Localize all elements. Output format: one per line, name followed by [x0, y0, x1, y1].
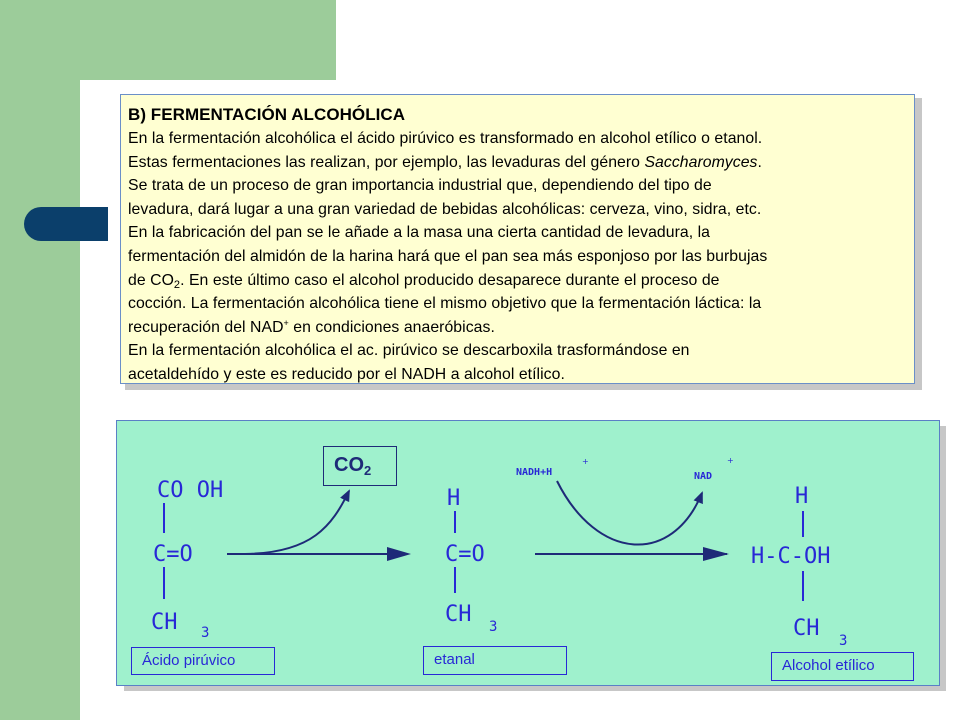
nad-label: NAD [694, 471, 713, 482]
paragraph-line: En la fermentación alcohólica el ácido pirúvico es transformado en alcohol etílico o etanol. [128, 130, 763, 147]
nadh-oxidation-arrow [557, 481, 702, 545]
ethanal-methyl-sub: 3 [489, 619, 498, 635]
reaction-diagram [116, 420, 940, 686]
paragraph-line: fermentación del almidón de la harina hará que el pan sea más esponjoso por las burbujas [128, 247, 768, 265]
description-text-box [120, 94, 915, 384]
decarboxylation-arrowhead [387, 547, 411, 561]
co2-release-arrow [245, 491, 349, 554]
pyruvic-acid-label: Ácido pirúvico [131, 647, 275, 675]
ethanol-label: Alcohol etílico [771, 652, 914, 681]
paragraph-line: Estas fermentaciones las realizan, por ejemplo, las levaduras del género Saccharomyces. [128, 153, 762, 171]
paragraph-line: Se trata de un proceso de gran importancia industrial que, dependiendo del tipo de [128, 177, 712, 195]
ethanal-label: etanal [423, 646, 567, 675]
ethanol-hydrogen-top: H [795, 484, 809, 509]
nadh-label: NADH+H [516, 467, 553, 478]
ethanal-methyl: CH [445, 602, 472, 627]
genus-name: Saccharomyces [644, 153, 758, 171]
paragraph-line: En la fabricación del pan se le añade a la masa una cierta cantidad de levadura, la [128, 224, 710, 242]
pyruvic-methyl: CH [151, 610, 178, 635]
nad-plus: + [727, 456, 734, 465]
section-title: B) FERMENTACIÓN ALCOHÓLICA [128, 105, 406, 124]
ethanol-methyl-sub: 3 [839, 633, 848, 649]
paragraph-line: recuperación del NAD+ en condiciones anaeróbicas. [128, 317, 495, 336]
paragraph-line: levadura, dará lugar a una gran variedad de bebidas alcohólicas: cerveza, vino, sidra, etc. [128, 200, 762, 218]
slide-accent-tab [24, 207, 108, 241]
pyruvic-cooh: CO OH [157, 478, 224, 503]
reduction-arrowhead [703, 547, 729, 561]
nadh-plus: + [582, 457, 589, 466]
co2-product-box: $CO_2$ [323, 446, 397, 486]
ethanol-methyl: CH [793, 616, 820, 641]
paragraph-line: acetaldehído y este es reducido por el NADH a alcohol etílico. [128, 365, 565, 383]
ethanol-central-row: H-C-OH [751, 544, 831, 569]
ethanal-carbonyl: C=O [445, 542, 485, 567]
paragraph-line: En la fermentación alcohólica el ac. pirúvico se descarboxila trasformándose en [128, 342, 690, 360]
pyruvic-methyl-sub: 3 [201, 625, 210, 641]
paragraph-line: cocción. La fermentación alcohólica tiene el mismo objetivo que la fermentación láctica: la [128, 295, 762, 313]
ethanal-hydrogen: H [447, 486, 461, 511]
pyruvic-carbonyl: C=O [153, 542, 193, 567]
top-green-block [80, 0, 336, 80]
paragraph-line: de $CO_2$. En este último caso el alcohol producido desaparece durante el proceso de [128, 271, 720, 291]
left-green-strip [0, 0, 80, 720]
